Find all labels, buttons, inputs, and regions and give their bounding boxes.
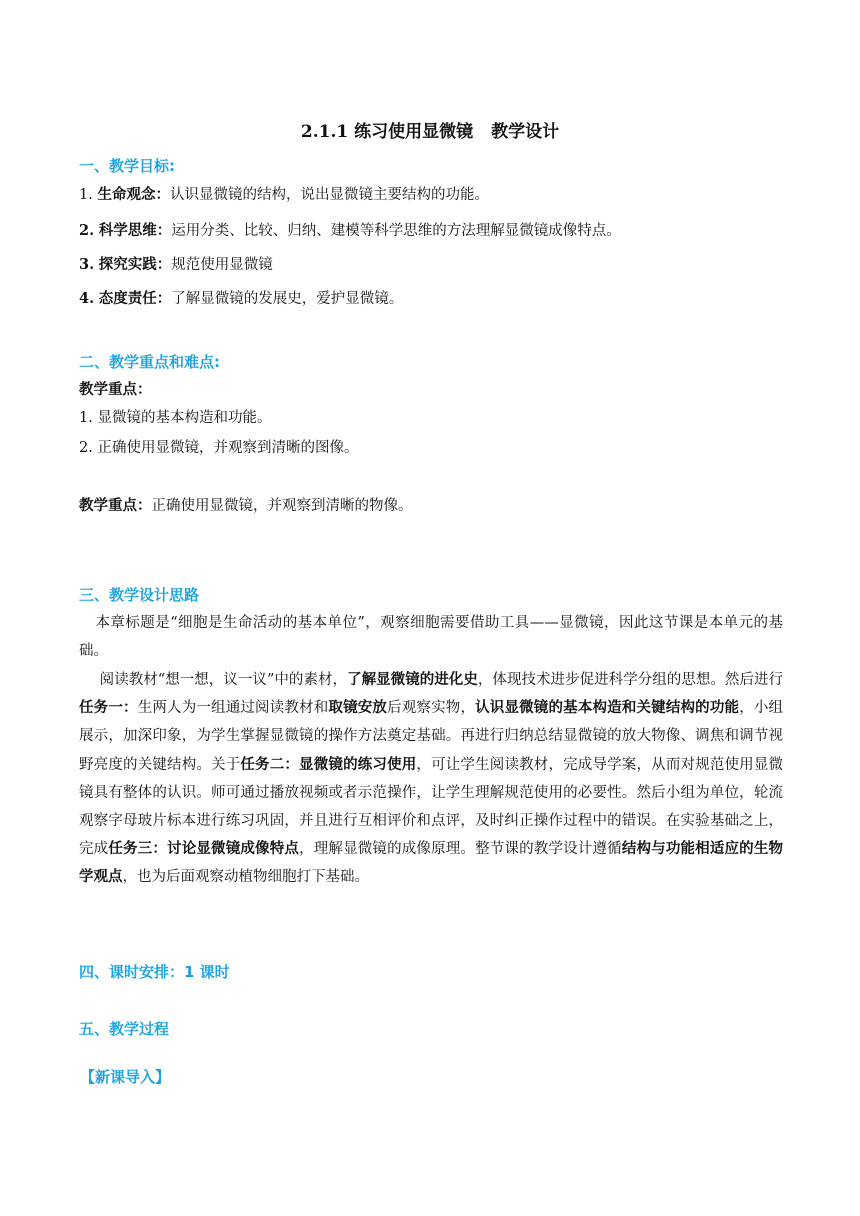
title-sub: 教学设计 [491,122,560,142]
title-main: 2.1.1 练习使用显微镜 [300,122,474,142]
objective-text: 了解显微镜的发展史，爱护显微镜。 [171,291,404,307]
design-paragraph-2-run: 阅读教材“想一想，议一议”中的素材， [99,672,348,688]
objective-item-3 [79,253,273,274]
objective-label: 科学思维： [98,222,172,239]
design-paragraph-2-run: ，理解显微镜的成像原理。整节课的教学设计遵循 [299,841,622,858]
focus-item-2 [79,436,358,457]
section2-heading: 二、教学重点和难点: [79,353,220,371]
objective-label: 态度责任： [98,290,172,307]
objective-item-2 [79,219,621,240]
design-paragraph-1 [79,609,783,665]
focus-label: 教学重点： [79,381,152,398]
objective-label: 生命观念： [97,186,170,203]
design-paragraph-2-bold-run: 认识显微镜的基本构造和关键结构的功能 [475,699,740,717]
difficulty-text: 正确使用显微镜，并观察到清晰的物像。 [151,498,413,514]
difficulty-line [79,494,413,515]
focus-num: 1. [79,410,93,426]
design-paragraph-2-bold-run: 取镜安放 [328,699,388,717]
objective-item-1 [79,183,489,204]
objective-num: 2. [79,222,95,239]
design-paragraph-2-bold-run: 了解显微镜的进化史 [347,671,478,688]
design-paragraph-2-run: ，体现技术进步促进科学分组的思想。然后进行 [477,672,784,688]
design-paragraph-2-bold-run: 任务二：显微镜的练习使用 [240,755,417,773]
section4-heading: 四、课时安排：1 课时 [79,963,230,981]
objective-text: 运用分类、比较、归纳、建模等科学思维的方法理解显微镜成像特点。 [171,223,621,239]
objective-text: 规范使用显微镜 [171,257,273,273]
design-paragraph-2-bold-run: 任务三：讨论显微镜成像特点 [108,840,300,858]
difficulty-label: 教学重点： [79,497,152,514]
design-paragraph-2-run: ，也为后面观察动植物细胞打下基础。 [122,869,369,886]
design-paragraph-2-run: ，小组展示，加深印象，为学生掌握显微镜的操作方法奠定基础。再进行归纳总结显微镜的放大物像、调焦和调节视野亮度的关键结构。关于 [79,700,784,773]
design-paragraph-2 [79,666,783,892]
focus-text: 正确使用显微镜，并观察到清晰的图像。 [97,440,359,456]
design-paragraph-2-bold-run: 任务一： [79,699,138,717]
design-paragraph-2-run: 后观察实物， [387,700,476,717]
objective-num: 1. [79,187,93,203]
design-paragraph-2-run: ，可让学生阅读教材，完成导学案，从而对规范使用显微镜具有整体的认识。师可通过播放视频或者示范操作，让学生理解规范使用的必要性。然后小组为单位，轮流观察字母玻片标本进行练习巩固，并且进行互相评价和点评，及时纠正操作过程中的错误。在实验基础之上，完成 [79,756,784,858]
section5-heading: 五、教学过程 [79,1020,170,1038]
objective-label: 探究实践： [98,256,172,273]
objective-item-4 [79,287,403,308]
focus-text: 显微镜的基本构造和功能。 [97,410,272,426]
focus-item-1 [79,406,271,427]
design-paragraph-2-bold-run: 结构与功能相适应的生物学观点 [79,840,784,886]
section3-heading: 三、教学设计思路 [79,586,200,604]
document-title [0,117,860,142]
design-paragraph-1-text: 本章标题是“细胞是生命活动的基本单位”，观察细胞需要借助工具——显微镜，因此这节课是本单元的基础。 [79,615,783,660]
objective-num: 3. [79,256,95,273]
objective-num: 4. [79,290,95,307]
design-paragraph-2-run: 生两人为一组通过阅读教材和 [137,700,329,717]
objective-text: 认识显微镜的结构，说出显微镜主要结构的功能。 [169,187,489,203]
new-lesson-intro-heading: 【新课导入】 [80,1068,171,1086]
section1-heading: 一、教学目标: [79,157,175,175]
focus-num: 2. [79,440,93,456]
